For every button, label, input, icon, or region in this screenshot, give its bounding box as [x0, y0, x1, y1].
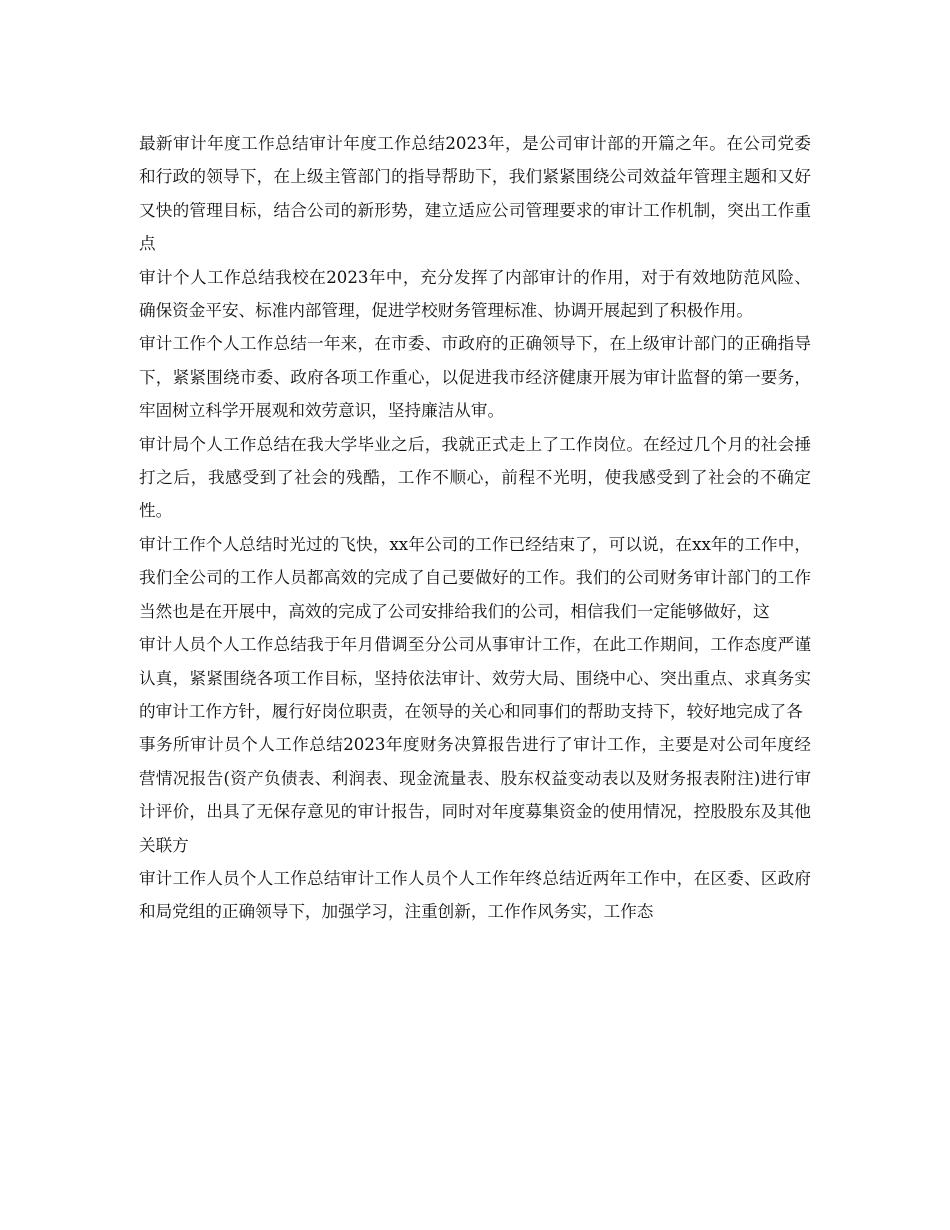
document-body — [139, 127, 811, 929]
paragraph-2: 审计个人工作总结我校在2023年中，充分发挥了内部审计的作用，对于有效地防范风险、确保资金平安、标准内部管理，促进学校财务管理标准、协调开展起到了积极作用。 — [139, 267, 811, 321]
paragraph-3: 审计工作个人工作总结一年来，在市委、市政府的正确领导下，在上级审计部门的正确指导下，紧紧围绕市委、政府各项工作重心，以促进我市经济健康开展为审计监督的第一要务，牢固树立科学开展观和效劳意识，坚持廉洁从审。 — [139, 334, 811, 421]
paragraph-5: 审计工作个人总结时光过的飞快，xx年公司的工作已经结束了，可以说，在xx年的工作中，我们全公司的工作人员都高效的完成了自己要做好的工作。我们的公司财务审计部门的工作当然也是在开展中，高效的完成了公司安排给我们的公司，相信我们一定能够做好，这 — [139, 534, 811, 621]
paragraph-1: 最新审计年度工作总结审计年度工作总结2023年，是公司审计部的开篇之年。在公司党委和行政的领导下，在上级主管部门的指导帮助下，我们紧紧围绕公司效益年管理主题和又好又快的管理目标，结合公司的新形势，建立适应公司管理要求的审计工作机制，突出工作重点 — [139, 134, 811, 254]
paragraph-7: 事务所审计员个人工作总结2023年度财务决算报告进行了审计工作，主要是对公司年度经营情况报告(资产负债表、利润表、现金流量表、股东权益变动表以及财务报表附注)进行审计评价，出具了无保存意见的审计报告，同时对年度募集资金的使用情况，控股股东及其他关联方 — [139, 735, 811, 855]
paragraph-4: 审计局个人工作总结在我大学毕业之后，我就正式走上了工作岗位。在经过几个月的社会捶打之后，我感受到了社会的残酷，工作不顺心，前程不光明，使我感受到了社会的不确定性。 — [139, 434, 811, 521]
paragraph-8: 审计工作人员个人工作总结审计工作人员个人工作年终总结近两年工作中，在区委、区政府和局党组的正确领导下，加强学习，注重创新，工作作风务实，工作态 — [139, 868, 811, 922]
paragraph-6: 审计人员个人工作总结我于年月借调至分公司从事审计工作，在此工作期间，工作态度严谨认真，紧紧围绕各项工作目标，坚持依法审计、效劳大局、围绕中心、突出重点、求真务实的审计工作方针，履行好岗位职责，在领导的关心和同事们的帮助支持下，较好地完成了各 — [139, 635, 811, 721]
